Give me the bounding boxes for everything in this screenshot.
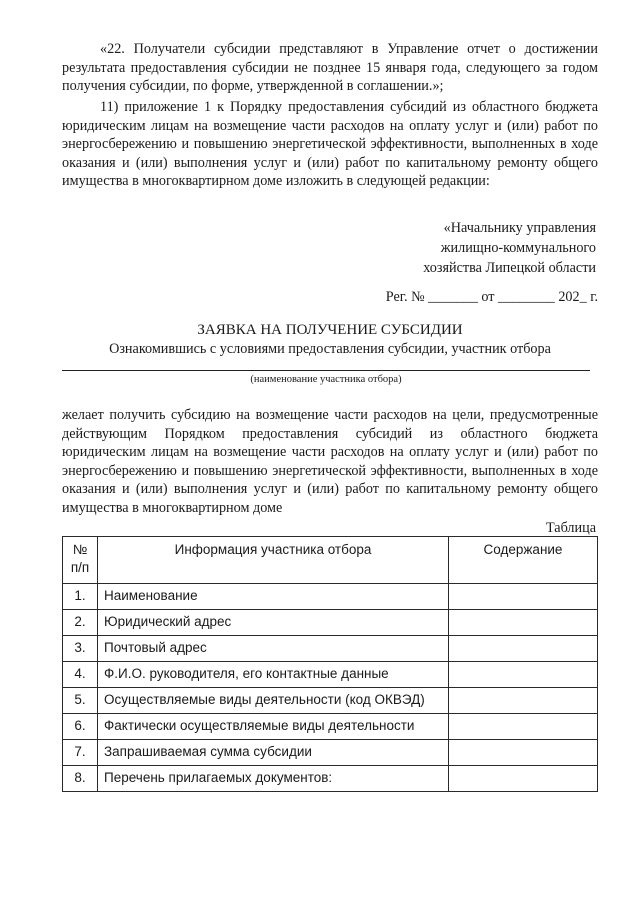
participant-info-table	[62, 536, 598, 792]
table-row	[63, 740, 598, 766]
row-content-cell[interactable]	[449, 688, 598, 714]
application-body-text: желает получить субсидию на возмещение части расходов на цели, предусмотренные действующим Порядком предоставления субсидий из областного бюджета юридическим лицам на возмещение части расходов на оплату услуг и (или) работ по энергосбережению и повышению энергетической эффективности, выполненных в ходе оказания и (или) выполнения услуг и (или) работ по капитальному ремонту общего имущества в многоквартирном доме	[62, 407, 598, 516]
header-number-line1: №	[72, 542, 88, 557]
paragraph-22: «22. Получатели субсидии представляют в Управление отчет о достижении результата предоставления субсидии не позднее 15 января года, следующего за годом получения субсидии, по форме, утвержденной в соглашении.»;	[62, 41, 598, 95]
header-info: Информация участника отбора	[98, 537, 449, 584]
row-content-cell[interactable]	[449, 610, 598, 636]
row-number: 2.	[63, 610, 98, 636]
row-info: Наименование	[98, 584, 449, 610]
row-number: 6.	[63, 714, 98, 740]
row-number: 8.	[63, 766, 98, 792]
header-number-line2: п/п	[70, 560, 90, 575]
row-content-cell[interactable]	[449, 662, 598, 688]
addressee-block	[396, 218, 596, 278]
row-info: Перечень прилагаемых документов:	[98, 766, 449, 792]
header-number	[63, 537, 98, 584]
row-content-cell[interactable]	[449, 636, 598, 662]
table-row	[63, 688, 598, 714]
addressee-line: хозяйства Липецкой области	[423, 260, 596, 276]
row-info: Юридический адрес	[98, 610, 449, 636]
row-number: 1.	[63, 584, 98, 610]
row-number: 3.	[63, 636, 98, 662]
participant-name-caption: (наименование участника отбора)	[250, 374, 402, 385]
table-label: Таблица	[545, 520, 596, 536]
participant-name-line	[62, 370, 590, 371]
row-info: Фактически осуществляемые виды деятельности	[98, 714, 449, 740]
row-info: Почтовый адрес	[98, 636, 449, 662]
paragraph-11: 11) приложение 1 к Порядку предоставления субсидий из областного бюджета юридическим лицам на возмещение части расходов на оплату услуг и (или) работ по энергосбережению и повышению энергетической эффективности, выполненных в ходе оказания и (или) выполнения услуг и (или) работ по капитальному ремонту общего имущества в многоквартирном доме изложить в следующей редакции:	[62, 99, 598, 190]
application-intro: Ознакомившись с условиями предоставления субсидии, участник отбора	[109, 341, 551, 357]
addressee-line: жилищно-коммунального	[440, 240, 596, 256]
row-number: 4.	[63, 662, 98, 688]
table-row	[63, 636, 598, 662]
application-title: ЗАЯВКА НА ПОЛУЧЕНИЕ СУБСИДИИ	[197, 322, 463, 338]
row-content-cell[interactable]	[449, 584, 598, 610]
table-row	[63, 766, 598, 792]
row-content-cell[interactable]	[449, 766, 598, 792]
registration-line: Рег. № _______ от ________ 202_ г.	[385, 289, 598, 305]
table-row	[63, 610, 598, 636]
row-number: 5.	[63, 688, 98, 714]
row-info: Осуществляемые виды деятельности (код ОКВЭД)	[98, 688, 449, 714]
row-info: Запрашиваемая сумма субсидии	[98, 740, 449, 766]
addressee-line: «Начальнику управления	[443, 220, 596, 236]
row-number: 7.	[63, 740, 98, 766]
row-content-cell[interactable]	[449, 714, 598, 740]
header-content: Содержание	[449, 537, 598, 584]
table-header-row	[63, 537, 598, 584]
row-info: Ф.И.О. руководителя, его контактные данные	[98, 662, 449, 688]
table-row	[63, 662, 598, 688]
row-content-cell[interactable]	[449, 740, 598, 766]
table-row	[63, 714, 598, 740]
table-row	[63, 584, 598, 610]
